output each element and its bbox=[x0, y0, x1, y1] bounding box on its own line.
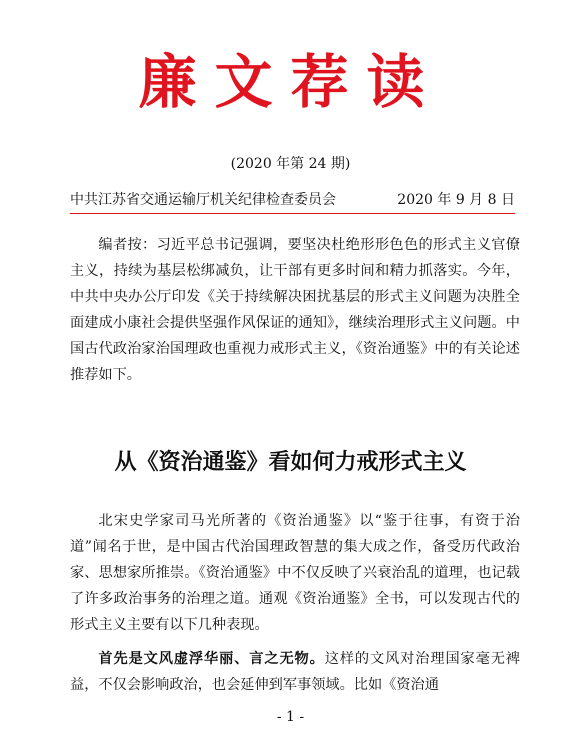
issuing-organization: 中共江苏省交通运输厅机关纪律检查委员会 bbox=[70, 192, 336, 208]
paragraph-text: 这样的文风对治理国家毫无裨益，不仅会影响政治，也会延伸到军事领域。比如《资治通 bbox=[70, 651, 520, 693]
red-divider bbox=[70, 213, 515, 214]
paragraph-lead: 首先是文风虚浮华丽、言之无物。 bbox=[98, 651, 325, 667]
article-title: 从《资治通鉴》看如何力戒形式主义 bbox=[114, 449, 467, 475]
body-paragraph: 北宋史学家司马光所著的《资治通鉴》以“鉴于往事，有资于治道”闻名于世，是中国古代治国理政智慧的集大成之作，备受历代政治家、思想家所推崇。《资治通鉴》中不仅反映了兴衰治乱的道理，也记载了许多政治事务的治理之道。通观《资治通鉴》全书，可以发现古代的形式主义主要有以下几种表现。 bbox=[70, 513, 520, 633]
masthead-title: 廉文荐读 bbox=[138, 48, 443, 116]
page-number: - 1 - bbox=[276, 709, 305, 725]
issue-date: 2020 年 9 月 8 日 bbox=[397, 192, 515, 208]
issue-number: (2020 年第 24 期) bbox=[230, 156, 351, 172]
body-paragraph bbox=[70, 646, 520, 698]
editor-note: 编者按：习近平总书记强调，要坚决杜绝形形色色的形式主义官僚主义，持续为基层松绑减负，让干部有更多时间和精力抓落实。今年，中共中央办公厅印发《关于持续解决困扰基层的形式主义问题为决胜全面建成小康社会提供坚强作风保证的通知》，继续治理形式主义问题。中国古代政治家治国理政也重视力戒形式主义，《资治通鉴》中的有关论述推荐如下。 bbox=[70, 237, 520, 383]
